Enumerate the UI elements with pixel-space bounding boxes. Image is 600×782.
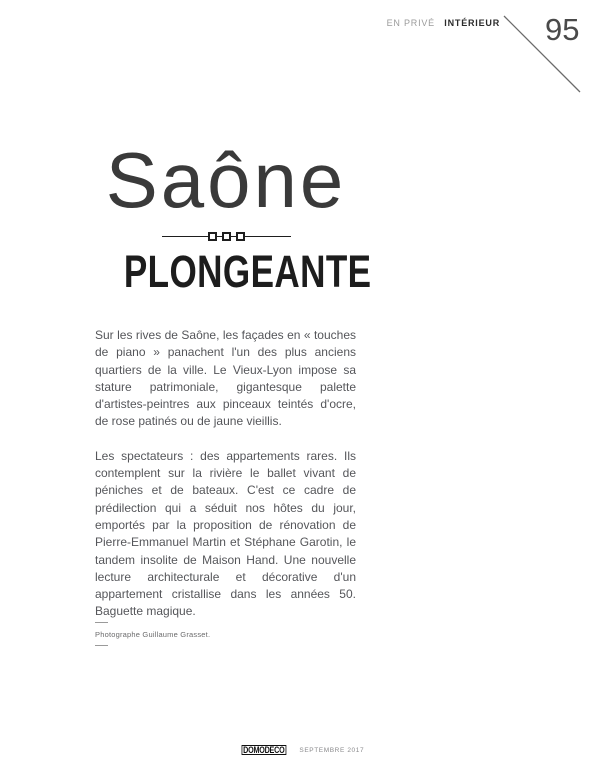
divider-line-right <box>245 236 291 237</box>
divider-square <box>208 232 217 241</box>
photographer-credit: Photographe Guillaume Grasset. <box>95 630 211 639</box>
article-body <box>95 327 356 621</box>
magazine-logo: DOMODECO <box>242 745 285 755</box>
section-breadcrumb <box>0 18 500 28</box>
article-paragraph-1: Sur les rives de Saône, les façades en « touches de piano » panachent l'un des plus anciens quartiers de la ville. Le Vieux-Lyon impose sa stature patrimoniale, gigantesque palette d'artistes-peintres aux pinceaux teintés d'ocre, de rose patinés ou de jaune vieillis. <box>95 328 356 429</box>
article-title-block <box>95 136 372 297</box>
issue-date: SEPTEMBRE 2017 <box>299 746 365 754</box>
page-footer <box>0 745 600 755</box>
article-paragraph-2: Les spectateurs : des appartements rares. Ils contemplent sur la rivière le ballet vivant de péniches et de bateaux. C'est ce cadre de prédilection qui a séduit nos hôtes du jour, emportés par la proposition de rénovation de Pierre-Emmanuel Martin et Stéphane Garotin, le tandem insolite de Maison Hand. Une nouvelle lecture architecturale et décorative d'un appartement cristallise dans les années 50. Baguette magique. <box>95 448 356 619</box>
credit-rule-bottom <box>95 645 108 646</box>
page-number: 95 <box>545 12 580 47</box>
section-name-bold: INTÉRIEUR <box>444 18 500 28</box>
credit-block <box>95 622 210 646</box>
credit-rule-top <box>95 622 108 623</box>
section-name-light: EN PRIVÉ <box>386 18 435 28</box>
article-title: Saône <box>105 136 347 224</box>
divider-square <box>236 232 245 241</box>
divider-line-left <box>162 236 208 237</box>
article-subtitle: PLONGEANTE <box>123 246 372 297</box>
divider-square <box>222 232 231 241</box>
title-divider <box>95 232 357 241</box>
